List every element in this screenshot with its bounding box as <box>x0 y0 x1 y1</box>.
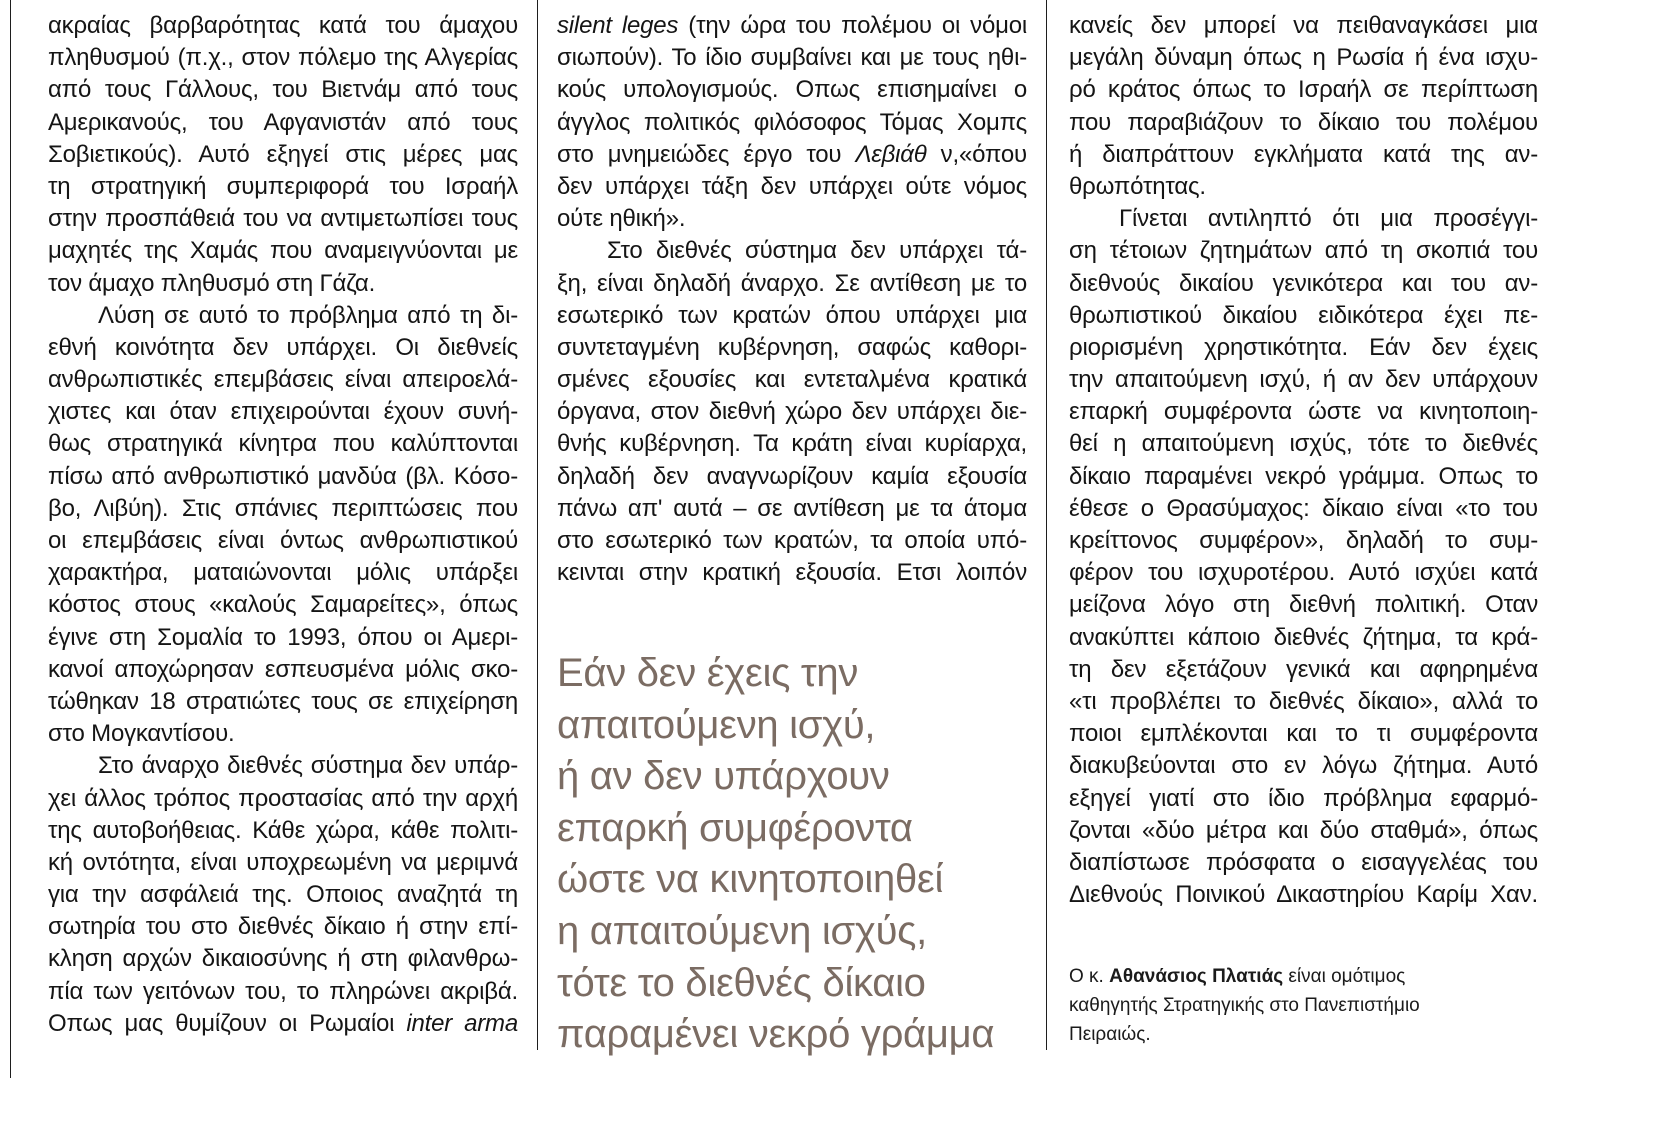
column-rule-middle-left <box>537 0 538 1050</box>
book-title: Λεβιάθ <box>855 140 927 168</box>
pull-quote-line: απαιτούμενη ισχύ, <box>557 702 876 747</box>
article-column-middle <box>557 10 1027 589</box>
text-line: μείζονα λόγο στη διεθνή πολιτική. Οταν <box>1069 591 1538 619</box>
text-line: κρείττονος συμφέρον», δηλαδή το συμ- <box>1069 527 1538 554</box>
text-line: σιωπούν). Το ίδιο συμβαίνει και με τους ηθι- <box>557 44 1027 72</box>
text-line: «τι προβλέπει το διεθνές δίκαιο», αλλά το <box>1069 687 1538 715</box>
text-line: άγγλος πολιτικός φιλόσοφος Τόμας Χομπς <box>557 108 1027 136</box>
text-line: χαρακτήρα, ματαιώνονται μόλις υπάρξει <box>48 559 518 587</box>
text-line <box>48 1008 518 1040</box>
pull-quote-line: ώστε να κινητοποιηθεί <box>557 857 944 902</box>
text-line: τη στρατηγική συμπεριφορά του Ισραήλ <box>48 172 518 200</box>
text-line: ριορισμένη χρηστικότητα. Εάν δεν έχεις <box>1069 333 1538 361</box>
text-line: πάνω απ' αυτά – σε αντίθεση με τα άτομα <box>557 494 1027 522</box>
text-line: δίκαιο παραμένει νεκρό γράμμα. Οπως το <box>1069 462 1538 490</box>
paragraph-start-line: Στο διεθνές σύστημα δεν υπάρχει τά- <box>607 237 1027 265</box>
text-line: την απαιτούμενη ισχύ, ή αν δεν υπάρχουν <box>1069 366 1538 394</box>
author-bio-line: Πειραιώς. <box>1069 1024 1151 1045</box>
text-line: στο εσωτερικό των κρατών, τα οποία υπό- <box>557 527 1027 554</box>
text-line: πίσω από ανθρωπιστικό μανδύα (βλ. Κόσο- <box>48 462 518 490</box>
text-line: διεθνούς δικαίου γενικότερα και του αν- <box>1069 269 1538 297</box>
text-line: ση τέτοιων ζητημάτων από τη σκοπιά του <box>1069 237 1538 265</box>
author-name: Αθανάσιος Πλατιάς <box>1109 966 1284 987</box>
text-line: κή οντότητα, είναι υποχρεωμένη να μεριμνά <box>48 848 518 876</box>
text-line: Διεθνούς Ποινικού Δικαστηρίου Καρίμ Χαν. <box>1069 881 1538 909</box>
text-line: που παραβιάζουν το δίκαιο του πολέμου <box>1069 108 1538 136</box>
text-run: στο μνημειώδες έργο του <box>557 140 856 168</box>
text-line: θεί η απαιτούμενη ισχύς, τότε το διεθνές <box>1069 430 1538 458</box>
text-run: Ο κ. <box>1069 966 1110 987</box>
column-rule-middle-right <box>1046 0 1047 1050</box>
pull-quote-line: παραμένει νεκρό γράμμα <box>557 1012 995 1057</box>
text-line: εσωτερικό των κρατών όπου υπάρχει μια <box>557 301 1027 329</box>
column-rule-left <box>10 0 11 1078</box>
text-line <box>557 139 1027 171</box>
text-line: δηλαδή δεν αναγνωρίζουν καμία εξουσία <box>557 462 1027 490</box>
text-line: διακυβεύονται στο εν λόγω ζήτημα. Αυτό <box>1069 752 1538 780</box>
text-line: φέρον του ισχυροτέρου. Αυτό ισχύει κατά <box>1069 559 1538 587</box>
text-line: έγινε στη Σομαλία το 1993, όπου οι Αμερι- <box>48 623 518 651</box>
text-line: από τους Γάλλους, του Βιετνάμ από τους <box>48 76 518 104</box>
text-line: πία των γειτόνων του, το πληρώνει ακριβά. <box>48 977 518 1005</box>
text-line: θως στρατηγικά κίνητρα που καλύπτονται <box>48 430 518 458</box>
text-line: μαχητές της Χαμάς που αναμειγνύονται με <box>48 237 518 265</box>
pull-quote-line: επαρκή συμφέροντα <box>557 805 913 850</box>
text-line: επαρκή συμφέροντα ώστε να κινητοποιη- <box>1069 398 1538 426</box>
paragraph-start-line: Στο άναρχο διεθνές σύστημα δεν υπάρ- <box>98 752 518 780</box>
text-line: στο Μογκαντίσου. <box>48 720 235 748</box>
text-line: ακραίας βαρβαρότητας κατά του άμαχου <box>48 12 518 39</box>
text-run: (την ώρα του πολέμου οι νόμοι <box>678 12 1028 39</box>
text-line: τη δεν εξετάζουν γενικά και αφηρημένα <box>1069 655 1538 683</box>
text-line: θρωπιστικού δικαίου ειδικότερα έχει πε- <box>1069 301 1538 329</box>
text-line: κανείς δεν μπορεί να πειθαναγκάσει μια <box>1069 12 1538 39</box>
text-line: ανθρωπιστικές επεμβάσεις είναι απειροελά- <box>48 366 518 394</box>
text-line: της αυτοβοήθειας. Κάθε χώρα, κάθε πολιτι- <box>48 816 518 844</box>
text-line: για την ασφάλειά της. Οποιος αναζητά τη <box>48 881 518 909</box>
text-line: εξηγεί γιατί στο ίδιο πρόβλημα εφαρμό- <box>1069 784 1538 812</box>
text-line: μεγάλη δύναμη όπως η Ρωσία ή ένα ισχυ- <box>1069 44 1538 72</box>
pull-quote-line: τότε το διεθνές δίκαιο <box>557 960 926 1005</box>
text-line: κεινται στην κρατική εξουσία. Ετσι λοιπόν <box>557 559 1027 587</box>
text-line: κούς υπολογισμούς. Οπως επισημαίνει ο <box>557 76 1027 104</box>
text-line: δεν υπάρχει τάξη δεν υπάρχει ούτε νόμος <box>557 172 1027 200</box>
text-line: ποιοι εμπλέκονται και το τι συμφέροντα <box>1069 720 1538 748</box>
text-run: ν,«όπου <box>926 140 1027 168</box>
text-line: διαπίστωσε πρόσφατα ο εισαγγελέας του <box>1069 848 1538 876</box>
pull-quote <box>557 648 1037 1061</box>
pull-quote-line: Εάν δεν έχεις την <box>557 651 859 695</box>
text-line: έθεσε ο Θρασύμαχος: δίκαιο είναι «το του <box>1069 494 1538 522</box>
text-line <box>557 10 1027 42</box>
text-line: όργανα, στον διεθνή χώρο δεν υπάρχει διε- <box>557 398 1027 426</box>
text-line: σωτηρία του στο διεθνές δίκαιο ή στην επί- <box>48 913 518 941</box>
text-line: τον άμαχο πληθυσμό στη Γάζα. <box>48 269 376 297</box>
text-line: ζονται «δύο μέτρα και δύο σταθμά», όπως <box>1069 816 1538 844</box>
text-line: θνής κυβέρνηση. Τα κράτη είναι κυρίαρχα, <box>557 430 1027 458</box>
text-line: κανοί αποχώρησαν εσπευσμένα μόλις σκο- <box>48 655 518 683</box>
text-line: πληθυσμού (π.χ., στον πόλεμο της Αλγερίας <box>48 44 518 72</box>
text-line: χει άλλος τρόπος προστασίας από την αρχή <box>48 784 518 812</box>
text-line: βο, Λιβύη). Στις σπάνιες περιπτώσεις που <box>48 494 518 522</box>
text-run: είναι ομότιμος <box>1283 966 1406 987</box>
text-line: ρό κράτος όπως το Ισραήλ σε περίπτωση <box>1069 76 1538 104</box>
text-line: τώθηκαν 18 στρατιώτες τους σε επιχείρηση <box>48 687 518 715</box>
text-line: Σοβιετικούς). Αυτό εξηγεί στις μέρες μας <box>48 140 518 168</box>
author-bio-line: καθηγητής Στρατηγικής στο Πανεπιστήμιο <box>1069 995 1420 1016</box>
text-line: κληση αρχών δικαιοσύνης ή στη φιλανθρω- <box>48 945 518 973</box>
text-line: θρωπότητας. <box>1069 172 1206 200</box>
text-line: κόστος στους «καλούς Σαμαρείτες», όπως <box>48 591 518 619</box>
text-run: Οπως μας θυμίζουν οι Ρωμαίοι <box>48 1009 407 1037</box>
text-line: ή διαπράττουν εγκλήματα κατά της αν- <box>1069 140 1538 168</box>
text-line: ούτε ηθική». <box>557 205 686 233</box>
latin-phrase: silent leges <box>557 12 679 39</box>
paragraph-start-line: Γίνεται αντιληπτό ότι μια προσέγγι- <box>1119 205 1538 233</box>
article-column-right <box>1069 10 1538 911</box>
text-line: οι επεμβάσεις είναι όντως ανθρωπιστικού <box>48 527 518 554</box>
text-line: χιστες και όταν επιχειρούνται έχουν συνή- <box>48 398 518 426</box>
pull-quote-line: η απαιτούμενη ισχύς, <box>557 908 927 953</box>
text-line: σμένες εξουσίες και εντεταλμένα κρατικά <box>557 366 1027 394</box>
text-line: Αμερικανούς, του Αφγανιστάν από τους <box>48 108 518 136</box>
paragraph-start-line: Λύση σε αυτό το πρόβλημα από τη δι- <box>98 301 518 329</box>
latin-phrase: inter arma <box>406 1009 518 1037</box>
author-bio-line <box>1069 962 1529 991</box>
article-column-left <box>48 10 518 1040</box>
author-bio <box>1069 962 1529 1049</box>
text-line: συντεταγμένη κυβέρνηση, σαφώς καθορι- <box>557 333 1027 361</box>
text-line: στην προσπάθειά του να αντιμετωπίσει τους <box>48 205 518 233</box>
text-line: εθνή κοινότητα δεν υπάρχει. Οι διεθνείς <box>48 333 518 361</box>
text-line: ανακύπτει κάποιο διεθνές ζήτημα, τα κρά- <box>1069 623 1538 651</box>
text-line: ξη, είναι δηλαδή άναρχο. Σε αντίθεση με το <box>557 269 1027 297</box>
pull-quote-line: ή αν δεν υπάρχουν <box>557 754 890 799</box>
